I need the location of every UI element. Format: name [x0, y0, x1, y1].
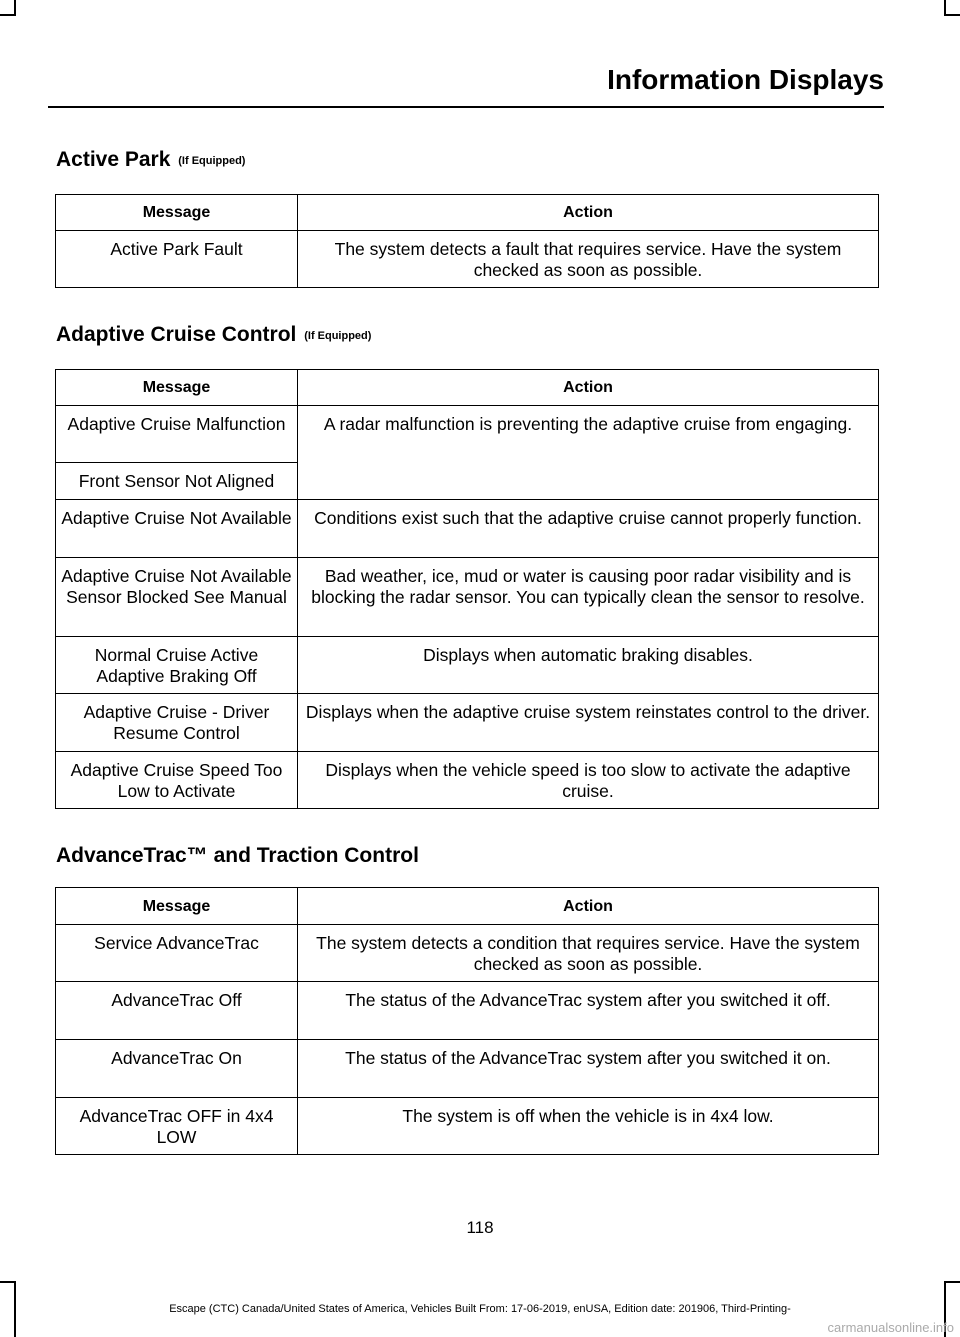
column-header-action: Action — [298, 195, 879, 231]
adaptive-cruise-table — [55, 369, 879, 809]
table-row — [56, 925, 879, 982]
table-header-row — [56, 195, 879, 231]
action-cell: Displays when automatic braking disables. — [298, 637, 879, 694]
section-qualifier: (If Equipped) — [178, 155, 246, 167]
message-cell: Active Park Fault — [56, 231, 298, 288]
section-title-adaptive-cruise-control: Adaptive Cruise Control (If Equipped) — [56, 323, 372, 346]
action-cell: The system detects a fault that requires service. Have the system checked as soon as possible. — [298, 231, 879, 288]
crop-mark — [14, 0, 16, 14]
action-cell: The status of the AdvanceTrac system after you switched it on. — [298, 1040, 879, 1098]
table-header-row — [56, 888, 879, 925]
page-title: Information Displays — [607, 64, 884, 95]
action-cell: The system detects a condition that requires service. Have the system checked as soon as possible. — [298, 925, 879, 982]
table-row — [56, 637, 879, 694]
table-row — [56, 752, 879, 809]
message-cell: Adaptive Cruise Speed Too Low to Activate — [56, 752, 298, 809]
crop-mark — [944, 1281, 960, 1283]
action-cell: The status of the AdvanceTrac system after you switched it off. — [298, 982, 879, 1040]
table-row — [56, 1098, 879, 1155]
section-title-advancetrac: AdvanceTrac™ and Traction Control — [56, 844, 419, 867]
message-cell: Adaptive Cruise Not Available Sensor Blocked See Manual — [56, 558, 298, 637]
table-row — [56, 1040, 879, 1098]
message-cell: Service AdvanceTrac — [56, 925, 298, 982]
action-cell: Displays when the vehicle speed is too slow to activate the adaptive cruise. — [298, 752, 879, 809]
action-cell: A radar malfunction is preventing the adaptive cruise from engaging. — [298, 406, 879, 500]
watermark: carmanualsonline.info — [827, 1320, 954, 1335]
page-header — [48, 60, 884, 108]
table-row — [56, 982, 879, 1040]
message-cell: Adaptive Cruise Not Available — [56, 500, 298, 558]
page-number: 118 — [466, 1218, 494, 1237]
message-cell: Front Sensor Not Aligned — [56, 463, 298, 500]
action-cell: Conditions exist such that the adaptive cruise cannot properly function. — [298, 500, 879, 558]
action-cell: The system is off when the vehicle is in 4x4 low. — [298, 1098, 879, 1155]
column-header-message: Message — [56, 370, 298, 406]
column-header-action: Action — [298, 888, 879, 925]
advancetrac-table — [55, 887, 879, 1155]
section-title-active-park: Active Park (If Equipped) — [56, 148, 246, 171]
message-cell: Adaptive Cruise Malfunction — [56, 406, 298, 463]
message-cell: AdvanceTrac On — [56, 1040, 298, 1098]
active-park-table — [55, 194, 879, 288]
column-header-action: Action — [298, 370, 879, 406]
action-cell: Bad weather, ice, mud or water is causing poor radar visibility and is blocking the radar sensor. You can typically clean the sensor to resolve. — [298, 558, 879, 637]
table-row — [56, 231, 879, 288]
crop-mark — [944, 14, 960, 16]
table-row — [56, 558, 879, 637]
action-cell: Displays when the adaptive cruise system reinstates control to the driver. — [298, 694, 879, 752]
crop-mark — [0, 14, 16, 16]
message-cell: Normal Cruise Active Adaptive Braking Off — [56, 637, 298, 694]
crop-mark — [0, 1281, 16, 1283]
crop-mark — [944, 0, 946, 14]
table-row — [56, 694, 879, 752]
table-header-row — [56, 370, 879, 406]
footer-edition-info: Escape (CTC) Canada/United States of America, Vehicles Built From: 17-06-2019, enUSA, Edition date: 201906, Third-Printing- — [169, 1303, 791, 1315]
message-cell: Adaptive Cruise - Driver Resume Control — [56, 694, 298, 752]
message-cell: AdvanceTrac OFF in 4x4 LOW — [56, 1098, 298, 1155]
column-header-message: Message — [56, 888, 298, 925]
section-qualifier: (If Equipped) — [304, 330, 372, 342]
table-row — [56, 500, 879, 558]
column-header-message: Message — [56, 195, 298, 231]
table-row — [56, 406, 879, 463]
message-cell: AdvanceTrac Off — [56, 982, 298, 1040]
